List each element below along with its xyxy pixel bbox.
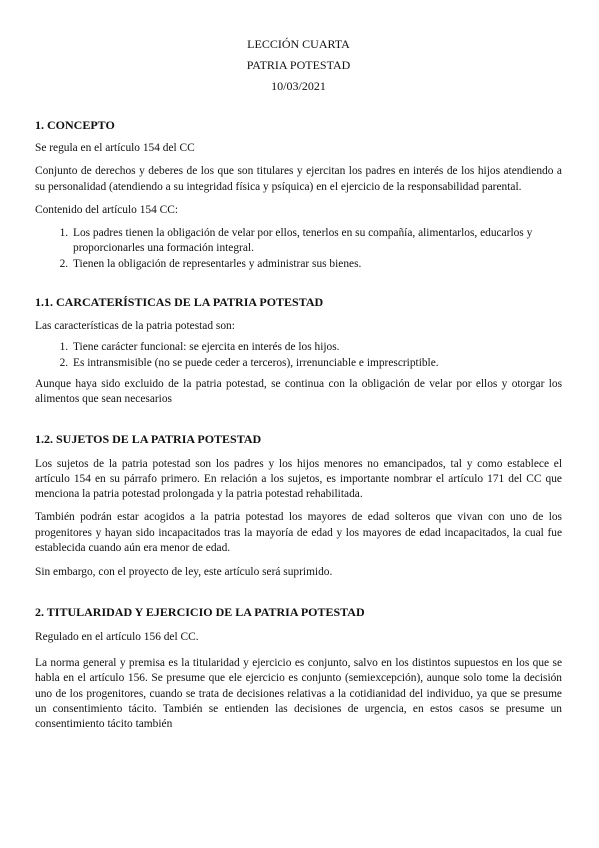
list-item: 1. Tiene carácter funcional: se ejercita en interés de los hijos.: [71, 340, 562, 355]
list-item: 1. Los padres tienen la obligación de velar por ellos, tenerlos en su compañía, alimentarlos, educarlos y proporcionarles una formación integral.: [71, 226, 562, 257]
paragraph: Las características de la patria potestad son:: [35, 320, 235, 333]
topic-title: PATRIA POTESTAD: [246, 58, 351, 72]
paragraph: Contenido del artículo 154 CC:: [35, 203, 179, 216]
document-date: 10/03/2021: [271, 79, 326, 93]
document-header: [35, 34, 562, 97]
paragraph: La norma general y premisa es la titularidad y ejercicio es conjunto, salvo en los distintos supuestos en los que se habla en el artículo 156. Se presume que ele ejercicio es conjunto (semiexcepción), aunque solo tome la decisión uno de los progenitores, cuando se trata de decisiones relativas a la cotidianidad del individuo, ya que se presume un consentimiento tácito. También se entienden las decisiones de urgencia, en estos casos se presume un consentimiento tácito también: [35, 656, 562, 731]
paragraph: Sin embargo, con el proyecto de ley, este artículo será suprimido.: [35, 566, 333, 579]
paragraph: También podrán estar acogidos a la patria potestad los mayores de edad solteros que vivan con uno de los progenitores y hayan sido incapacitados tras la mayoría de edad y los mayores de edad incapacitados, la cual fue establecida cuando aún era menor de edad.: [35, 511, 562, 555]
paragraph: Se regula en el artículo 154 del CC: [35, 142, 195, 154]
paragraph: Los sujetos de la patria potestad son los padres y los hijos menores no emancipados, tal y como establece el artículo 154 en su párrafo primero. En relación a los sujetos, es importante nombrar el artículo 171 del CC que menciona la patria potestad prolongada y la patria potestad rehabilitada.: [35, 457, 562, 501]
list-item: 2. Tienen la obligación de representarles y administrar sus bienes.: [71, 257, 562, 272]
paragraph: Aunque haya sido excluido de la patria potestad, se continua con la obligación de velar por ellos y otorgar los alimentos que sean necesarios: [35, 377, 562, 406]
section-heading-sujetos: 1.2. SUJETOS DE LA PATRIA POTESTAD: [35, 431, 262, 446]
section-heading-concepto: 1. CONCEPTO: [35, 118, 115, 132]
numbered-list: [35, 340, 562, 371]
numbered-list: [35, 226, 562, 272]
list-item: 2. Es intransmisible (no se puede ceder a terceros), irrenunciable e imprescriptible.: [71, 356, 562, 371]
paragraph: Conjunto de derechos y deberes de los que son titulares y ejercitan los padres en interés de los hijos atendiendo a su personalidad (atendiendo a su integridad física y psíquica) en el ejercicio de la responsabilidad parental.: [35, 165, 562, 193]
section-heading-caracteristicas: 1.1. CARCATERÍSTICAS DE LA PATRIA POTESTAD: [35, 295, 324, 310]
paragraph: Regulado en el artículo 156 del CC.: [35, 630, 199, 643]
section-heading-titularidad: 2. TITULARIDAD Y EJERCICIO DE LA PATRIA POTESTAD: [35, 604, 365, 619]
lesson-title: LECCIÓN CUARTA: [247, 37, 350, 51]
